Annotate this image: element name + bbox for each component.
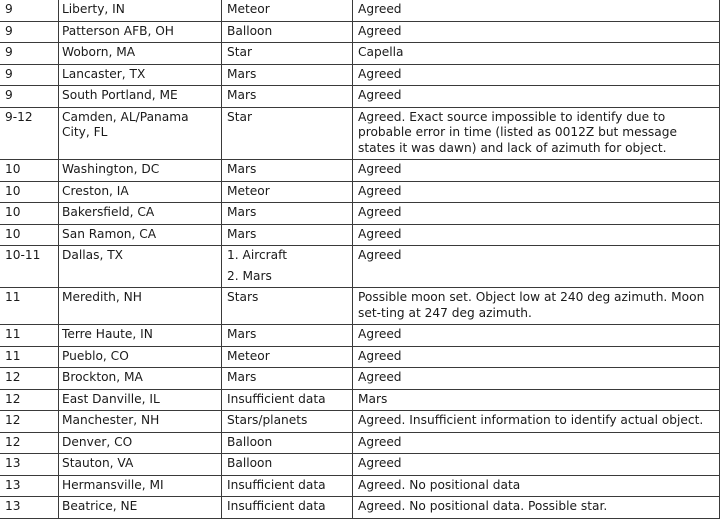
reported-object-line: 2. Mars [227,268,272,283]
reported-object-cell [222,160,353,182]
location-cell: Washington, DC [59,160,222,182]
date-cell: 13 [0,454,59,476]
location-cell: Meredith, NH [59,288,222,325]
reported-object-cell [222,43,353,65]
evaluation-cell: Agreed. Exact source impossible to identify due to probable error in time (listed as 0012Z but message states it was dawn) and lack of azimuth for object. [353,107,720,160]
reported-object-cell [222,497,353,519]
reported-object-cell [222,325,353,347]
location-cell: San Ramon, CA [59,224,222,246]
date-cell: 9 [0,43,59,65]
reported-object-cell [222,224,353,246]
location-cell: Patterson AFB, OH [59,21,222,43]
table-row [0,432,720,454]
date-cell: 13 [0,475,59,497]
reported-object-cell [222,181,353,203]
location-cell: Pueblo, CO [59,346,222,368]
location-cell: Denver, CO [59,432,222,454]
reported-object-cell [222,389,353,411]
date-cell: 11 [0,346,59,368]
date-cell: 13 [0,497,59,519]
reported-object-cell [222,21,353,43]
date-cell: 9 [0,0,59,21]
reported-object-cell [222,107,353,160]
location-cell: Beatrice, NE [59,497,222,519]
evaluation-cell: Agreed [353,454,720,476]
reported-object-line: Mars [227,205,257,219]
evaluation-cell: Agreed [353,346,720,368]
location-cell: Woborn, MA [59,43,222,65]
reported-object-line: Mars [227,226,257,241]
table-row [0,160,720,182]
table-row [0,64,720,86]
reported-object-cell [222,368,353,390]
reported-object-cell [222,475,353,497]
table-row [0,454,720,476]
date-cell: 12 [0,389,59,411]
date-cell: 9 [0,86,59,108]
table-row [0,411,720,433]
location-cell: Dallas, TX [59,246,222,288]
reported-object-cell [222,411,353,433]
date-cell: 9 [0,64,59,86]
reported-object-cell [222,454,353,476]
reported-object-line: Balloon [227,456,273,470]
evaluation-cell: Agreed [353,246,720,288]
reported-object-cell [222,432,353,454]
table-row [0,21,720,43]
date-cell: 12 [0,432,59,454]
date-cell: 10 [0,203,59,225]
reported-object-line: Star [227,45,252,59]
reported-object-line: Balloon [227,434,273,449]
evaluation-cell: Agreed. No positional data [353,475,720,497]
reported-object-line: Balloon [227,23,273,38]
table-row [0,107,720,160]
table-row [0,346,720,368]
reported-object-line: Mars [227,162,257,176]
evaluation-cell: Mars [353,389,720,411]
table-row [0,86,720,108]
evaluation-cell: Agreed [353,64,720,86]
location-cell: Lancaster, TX [59,64,222,86]
evaluation-cell: Agreed [353,21,720,43]
evaluation-cell: Agreed [353,325,720,347]
location-cell: Brockton, MA [59,368,222,390]
location-cell: Creston, IA [59,181,222,203]
reported-object-cell [222,346,353,368]
location-cell: Bakersfield, CA [59,203,222,225]
location-cell: Camden, AL/Panama City, FL [59,107,222,160]
evaluation-cell: Agreed [353,0,720,21]
reported-object-line: Mars [227,66,257,81]
location-cell: Hermansville, MI [59,475,222,497]
location-cell: East Danville, IL [59,389,222,411]
evaluation-cell: Agreed [353,160,720,182]
reported-object-cell [222,86,353,108]
reported-object-cell [222,246,353,288]
location-cell: Stauton, VA [59,454,222,476]
table-row [0,43,720,65]
table-row [0,224,720,246]
location-cell: South Portland, ME [59,86,222,108]
reported-object-line: Mars [227,327,257,341]
date-cell: 11 [0,325,59,347]
evaluation-cell: Agreed [353,181,720,203]
evaluation-cell: Agreed. No positional data. Possible star. [353,497,720,519]
table-row [0,181,720,203]
table-row [0,203,720,225]
table-row [0,389,720,411]
evaluation-cell: Agreed [353,203,720,225]
reported-object-line: Insufficient data [227,391,326,406]
reported-object-line: Insufficient data [227,499,326,513]
date-cell: 12 [0,368,59,390]
evaluation-cell: Agreed. Insufficient information to identify actual object. [353,411,720,433]
reported-object-cell [222,288,353,325]
reported-object-line: Mars [227,370,257,384]
date-cell: 9 [0,21,59,43]
table-row [0,475,720,497]
reported-object-line: Meteor [227,2,270,16]
evaluation-cell: Agreed [353,86,720,108]
table-row [0,325,720,347]
date-cell: 12 [0,411,59,433]
date-cell: 10 [0,224,59,246]
reported-object-line: Mars [227,88,257,102]
table-row [0,246,720,288]
reported-object-line: Star [227,109,252,124]
date-cell: 10 [0,181,59,203]
date-cell: 10-11 [0,246,59,288]
reported-object-line: Meteor [227,348,270,363]
location-cell: Terre Haute, IN [59,325,222,347]
reported-object-cell [222,64,353,86]
date-cell: 11 [0,288,59,325]
table-row [0,368,720,390]
reported-object-line: Stars/planets [227,413,308,427]
evaluation-cell: Agreed [353,224,720,246]
date-cell: 9-12 [0,107,59,160]
reported-object-cell [222,203,353,225]
table-row [0,497,720,519]
reported-object-line: Insufficient data [227,477,326,492]
location-cell: Liberty, IN [59,0,222,21]
date-cell: 10 [0,160,59,182]
location-cell: Manchester, NH [59,411,222,433]
reported-object-line: 1. Aircraft [227,248,288,262]
table-row [0,288,720,325]
reported-object-line: Stars [227,290,259,304]
reported-object-cell [222,0,353,21]
reported-object-line: Meteor [227,183,270,198]
evaluation-cell: Capella [353,43,720,65]
evaluation-cell: Possible moon set. Object low at 240 deg azimuth. Moon set-ting at 247 deg azimuth. [353,288,720,325]
evaluation-cell: Agreed [353,368,720,390]
table-row [0,0,720,21]
evaluation-cell: Agreed [353,432,720,454]
